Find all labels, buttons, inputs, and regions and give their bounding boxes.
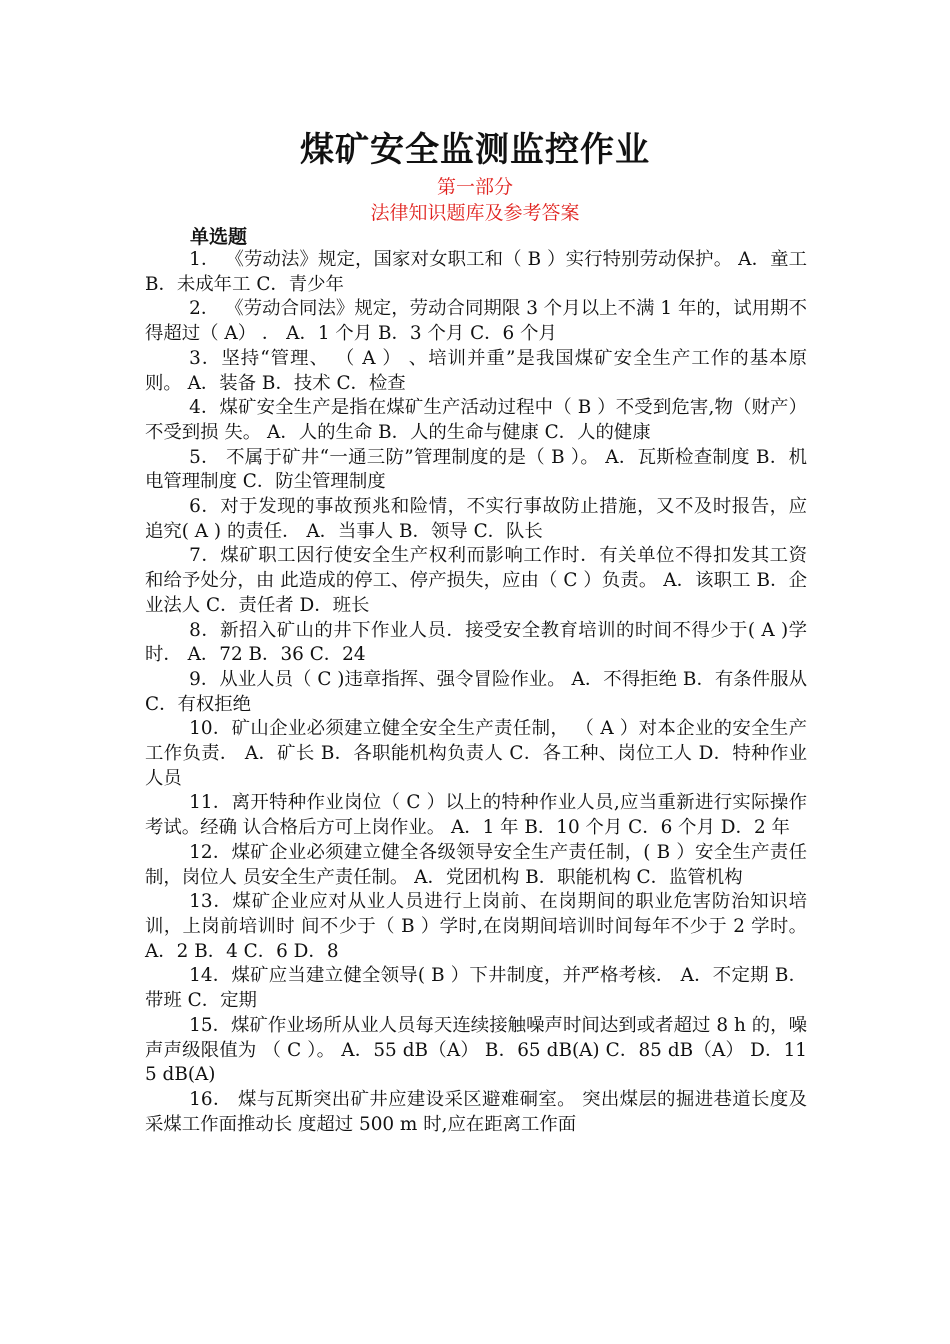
question-item: 14．煤矿应当建立健全领导( B ）下井制度，并严格考核． A．不定期 B．带班 C．定期 [145,965,807,1012]
question-item: 11．离开特种作业岗位（ C ）以上的特种作业人员,应当重新进行实际操作考试。经确 认合格后方可上岗作业。 A．1 年 B．10 个月 C．6 个月 D．2 年 [145,792,807,839]
question-list [145,248,807,1137]
question-item: 8．新招入矿山的井下作业人员．接受安全教育培训的时间不得少于( A )学时． A．72 B．36 C．24 [145,619,807,666]
question-item: 4．煤矿安全生产是指在煤矿生产活动过程中（ B ）不受到危害,物（财产）不受到损 失。 A．人的生命 B．人的生命与健康 C．人的健康 [145,397,807,443]
question-item: 12．煤矿企业必须建立健全各级领导安全生产责任制，( B ）安全生产责任制，岗位人 员安全生产责任制。 A．党团机构 B．职能机构 C．监管机构 [145,841,807,888]
question-item: 13．煤矿企业应对从业人员进行上岗前、在岗期间的职业危害防治知识培训，上岗前培训时 间不少于（ B ）学时,在岗期间培训时间每年不少于 2 学时。 A．2 B．4 C．6 D．8 [145,891,807,962]
question-item: 6．对于发现的事故预兆和险情，不实行事故防止措施，又不及时报告，应追究( A ) 的责任． A．当事人 B．领导 C．队长 [145,496,807,542]
question-item: 2． 《劳动合同法》规定，劳动合同期限 3 个月以上不满 1 年的，试用期不得超过（ A） ． A．1 个月 B．3 个月 C．6 个月 [145,298,807,345]
question-item: 3．坚持“管理、 （ A ） 、培训并重”是我国煤矿安全生产工作的基本原则。 A．装备 B．技术 C．检查 [145,347,807,394]
question-item: 15．煤矿作业场所从业人员每天连续接触噪声时间达到或者超过 8 h 的，噪声声级限值为 （ C ）。 A．55 dB（A） B．65 dB(A) C．85 dB（A） D．115 dB(A) [145,1014,807,1086]
document-title: 煤矿安全监测监控作业 [300,130,650,170]
question-item: 16． 煤与瓦斯突出矿井应建设采区避难硐室。 突出煤层的掘进巷道长度及采煤工作面推动长 度超过 500 m 时,应在距离工作面 [145,1088,807,1135]
document-subtitle: 法律知识题库及参考答案 [370,202,580,224]
question-item: 1． 《劳动法》规定，国家对女职工和（ B ）实行特别劳动保护。 A．童工 B．未成年工 C．青少年 [145,249,807,295]
question-item: 7．煤矿职工因行使安全生产权利而影响工作时．有关单位不得扣发其工资和给予处分，由 此造成的停工、停产损失，应由（ C ）负责。 A．该职工 B．企业法人 C．责任者 D．班长 [145,545,807,616]
question-item: 9．从业人员（ C )违章指挥、强令冒险作业。 A．不得拒绝 B．有条件服从 C．有权拒绝 [145,668,807,715]
section-heading: 单选题 [190,226,248,248]
question-item: 10．矿山企业必须建立健全安全生产责任制， （ A ）对本企业的安全生产工作负责． A．矿长 B．各职能机构负责人 C．各工种、岗位工人 D．特种作业人员 [145,718,807,789]
part-heading: 第一部分 [436,176,513,198]
question-item: 5． 不属于矿井“一通三防”管理制度的是（ B ）。 A．瓦斯检查制度 B．机电管理制度 C．防尘管理制度 [145,446,807,493]
